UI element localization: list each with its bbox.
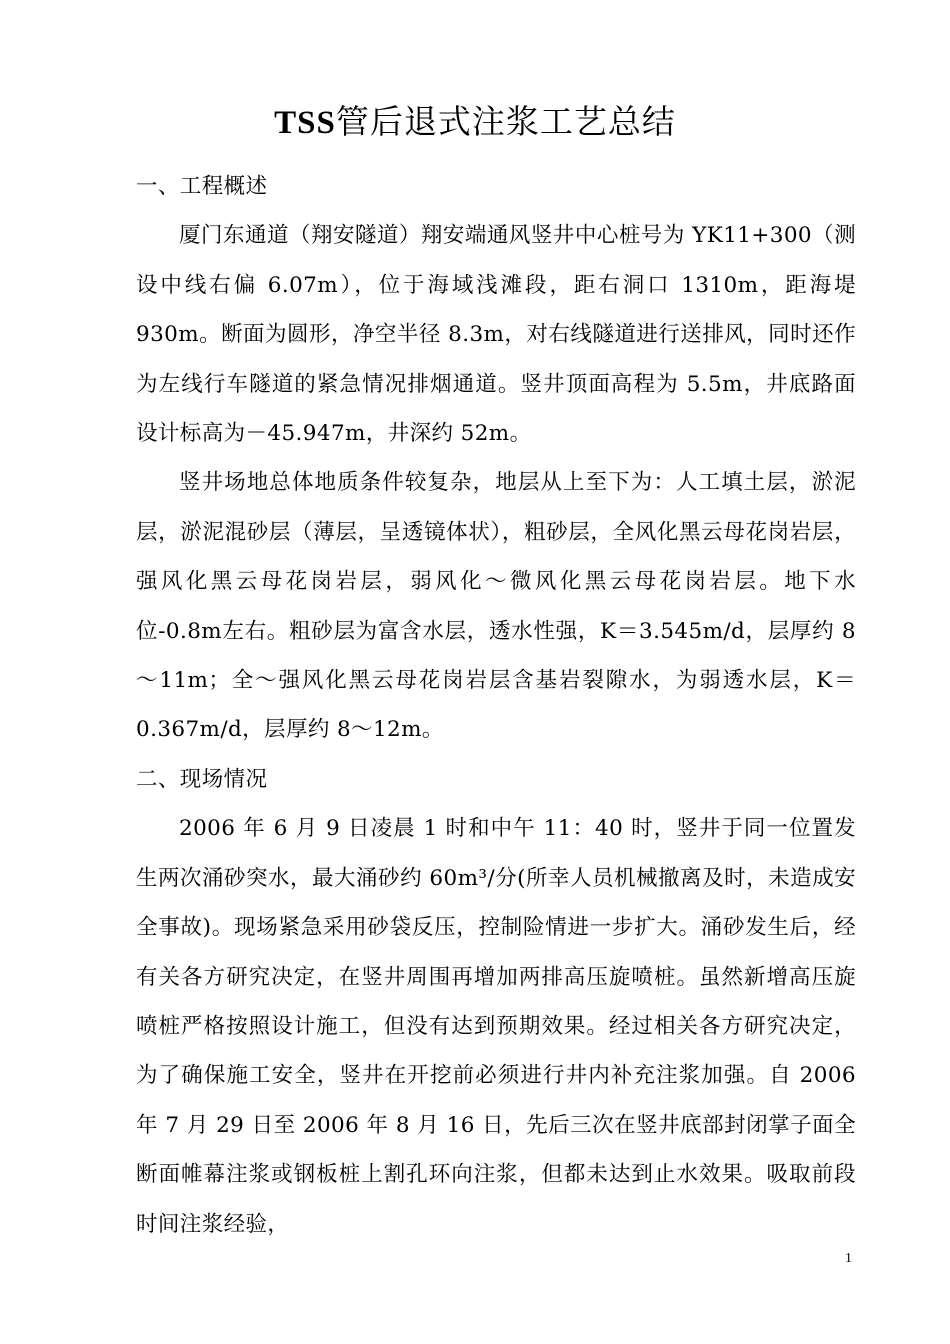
paragraph-overview-2: 竖井场地总体地质条件较复杂，地层从上至下为：人工填土层，淤泥层，淤泥混砂层（薄层，呈透镜体状），粗砂层，全风化黑云母花岗岩层，强风化黑云母花岗岩层，弱风化～微风化黑云母花岗岩层。地下水位-0.8m左右。粗砂层为富含水层，透水性强，K＝3.545m/d，层厚约 8～11m；全～强风化黑云母花岗岩层含基岩裂隙水，为弱透水层，K＝0.367m/d，层厚约 8～12m。 xyxy=(136,470,856,743)
title-latin: TSS xyxy=(274,105,336,141)
paragraph-site-1: 2006 年 6 月 9 日凌晨 1 时和中午 11：40 时，竖井于同一位置发生两次涌砂突水，最大涌砂约 60m³/分(所幸人员机械撤离及时，未造成安全事故)。现场紧急采用砂袋反压，控制险情进一步扩大。涌砂发生后，经有关各方研究决定，在竖井周围再增加两排高压旋喷桩。虽然新增高压旋喷桩严格按照设计施工，但没有达到预期效果。经过相关各方研究决定，为了确保施工安全，竖井在开挖前必须进行井内补充注浆加强。自 2006 年 7 月 29 日至 2006 年 8 月 16 日，先后三次在竖井底部封闭掌子面全断面帷幕注浆或钢板桩上割孔环向注浆，但都未达到止水效果。吸取前段时间注浆经验， xyxy=(136,816,856,1237)
section-heading-overview: 一、工程概述 xyxy=(136,174,268,199)
section-heading-site: 二、现场情况 xyxy=(136,766,268,792)
page-number: 1 xyxy=(845,1251,852,1266)
title-text: 管后退式注浆工艺总结 xyxy=(335,102,676,141)
document-title xyxy=(0,100,950,145)
document-body xyxy=(136,162,856,1249)
paragraph-overview-1: 厦门东通道（翔安隧道）翔安端通风竖井中心桩号为 YK11+300（测设中线右偏 6.07m），位于海域浅滩段，距右洞口 1310m，距海堤 930m。断面为圆形，净空半径 8.3m，对右线隧道进行送排风，同时还作为左线行车隧道的紧急情况排烟通道。竖井顶面高程为 5.5m，井底路面设计标高为－45.947m，井深约 52m。 xyxy=(136,223,856,447)
